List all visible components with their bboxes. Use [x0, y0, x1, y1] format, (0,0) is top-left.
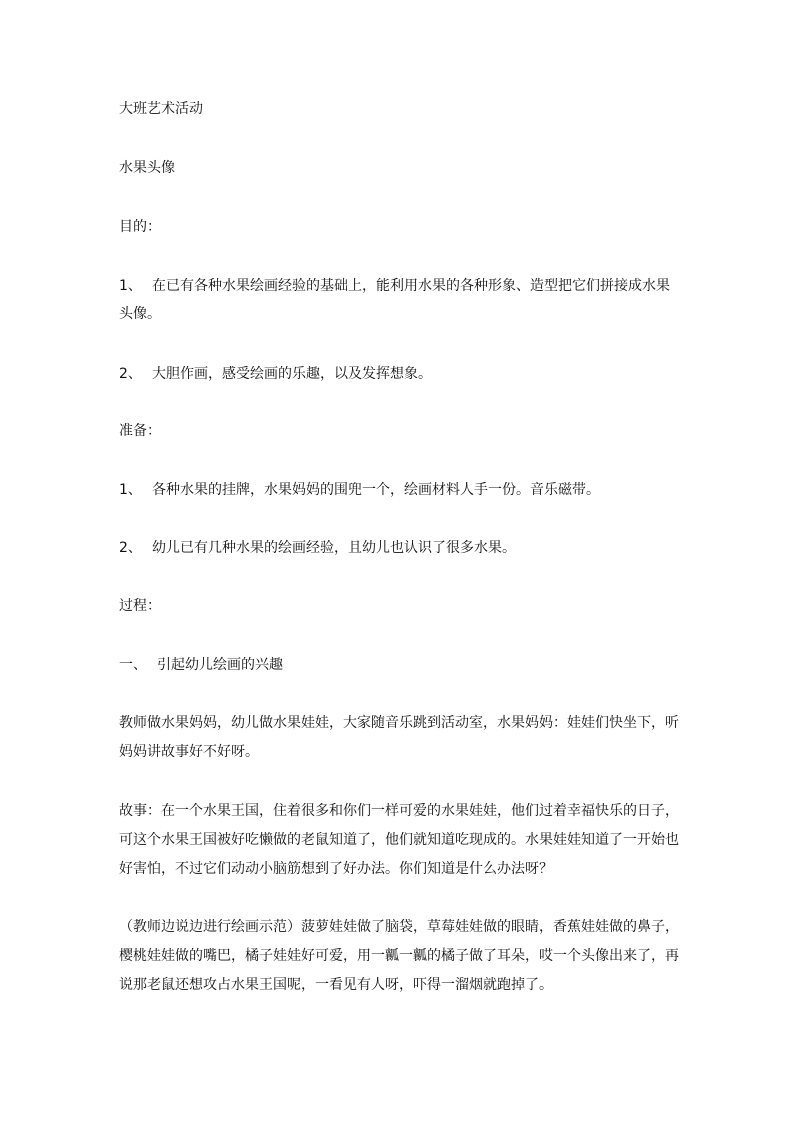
goals-heading: 目的： [119, 219, 161, 235]
step-1-text: 引起幼儿绘画的兴趣 [157, 657, 283, 673]
goal-item-1-continuation: 头像。 [119, 306, 161, 322]
process-heading: 过程： [119, 598, 161, 614]
paragraph-2-line-2: 可这个水果王国被好吃懒做的老鼠知道了，他们就知道吃现成的。水果娃娃知道了一开始也 [119, 832, 679, 848]
paragraph-2-line-1: 故事：在一个水果王国，住着很多和你们一样可爱的水果娃娃，他们过着幸福快乐的日子， [119, 803, 679, 819]
paragraph-1-line-1: 教师做水果妈妈，幼儿做水果娃娃，大家随音乐跳到活动室，水果妈妈：娃娃们快坐下，听 [119, 715, 679, 731]
goal-item-2 [119, 364, 679, 384]
paragraph-3-line-1: （教师边说边进行绘画示范）菠萝娃娃做了脑袋，草莓娃娃做的眼睛，香蕉娃娃做的鼻子， [119, 919, 679, 935]
prep-item-1-text: 各种水果的挂牌，水果妈妈的围兜一个，绘画材料人手一份。音乐磁带。 [152, 482, 600, 498]
prep-item-1 [119, 480, 679, 500]
prep-item-1-number: 1、 [119, 482, 142, 498]
goal-item-1-number: 1、 [119, 278, 142, 294]
step-1-number: 一、 [119, 657, 147, 673]
document-subtitle: 水果头像 [119, 160, 175, 176]
goal-item-2-text: 大胆作画，感受绘画的乐趣，以及发挥想象。 [152, 366, 432, 382]
goal-item-1-text: 在已有各种水果绘画经验的基础上，能利用水果的各种形象、造型把它们拼接成水果 [152, 278, 670, 294]
prep-item-2-text: 幼儿已有几种水果的绘画经验，且幼儿也认识了很多水果。 [152, 540, 516, 556]
paragraph-3-line-2: 樱桃娃娃做的嘴巴，橘子娃娃好可爱，用一瓤一瓤的橘子做了耳朵，哎一个头像出来了，再 [119, 948, 679, 964]
goal-item-2-number: 2、 [119, 366, 142, 382]
paragraph-2-line-3: 好害怕，不过它们动动小脑筋想到了好办法。你们知道是什么办法呀？ [119, 861, 553, 877]
prep-item-2 [119, 538, 679, 558]
paragraph-1-line-2: 妈妈讲故事好不好呀。 [119, 744, 259, 760]
goal-item-1 [119, 276, 679, 296]
prep-item-2-number: 2、 [119, 540, 142, 556]
document-title: 大班艺术活动 [119, 101, 203, 117]
step-1 [119, 655, 679, 675]
paragraph-3-line-3: 说那老鼠还想攻占水果王国呢，一看见有人呀，吓得一溜烟就跑掉了。 [119, 977, 553, 993]
prep-heading: 准备： [119, 423, 161, 439]
